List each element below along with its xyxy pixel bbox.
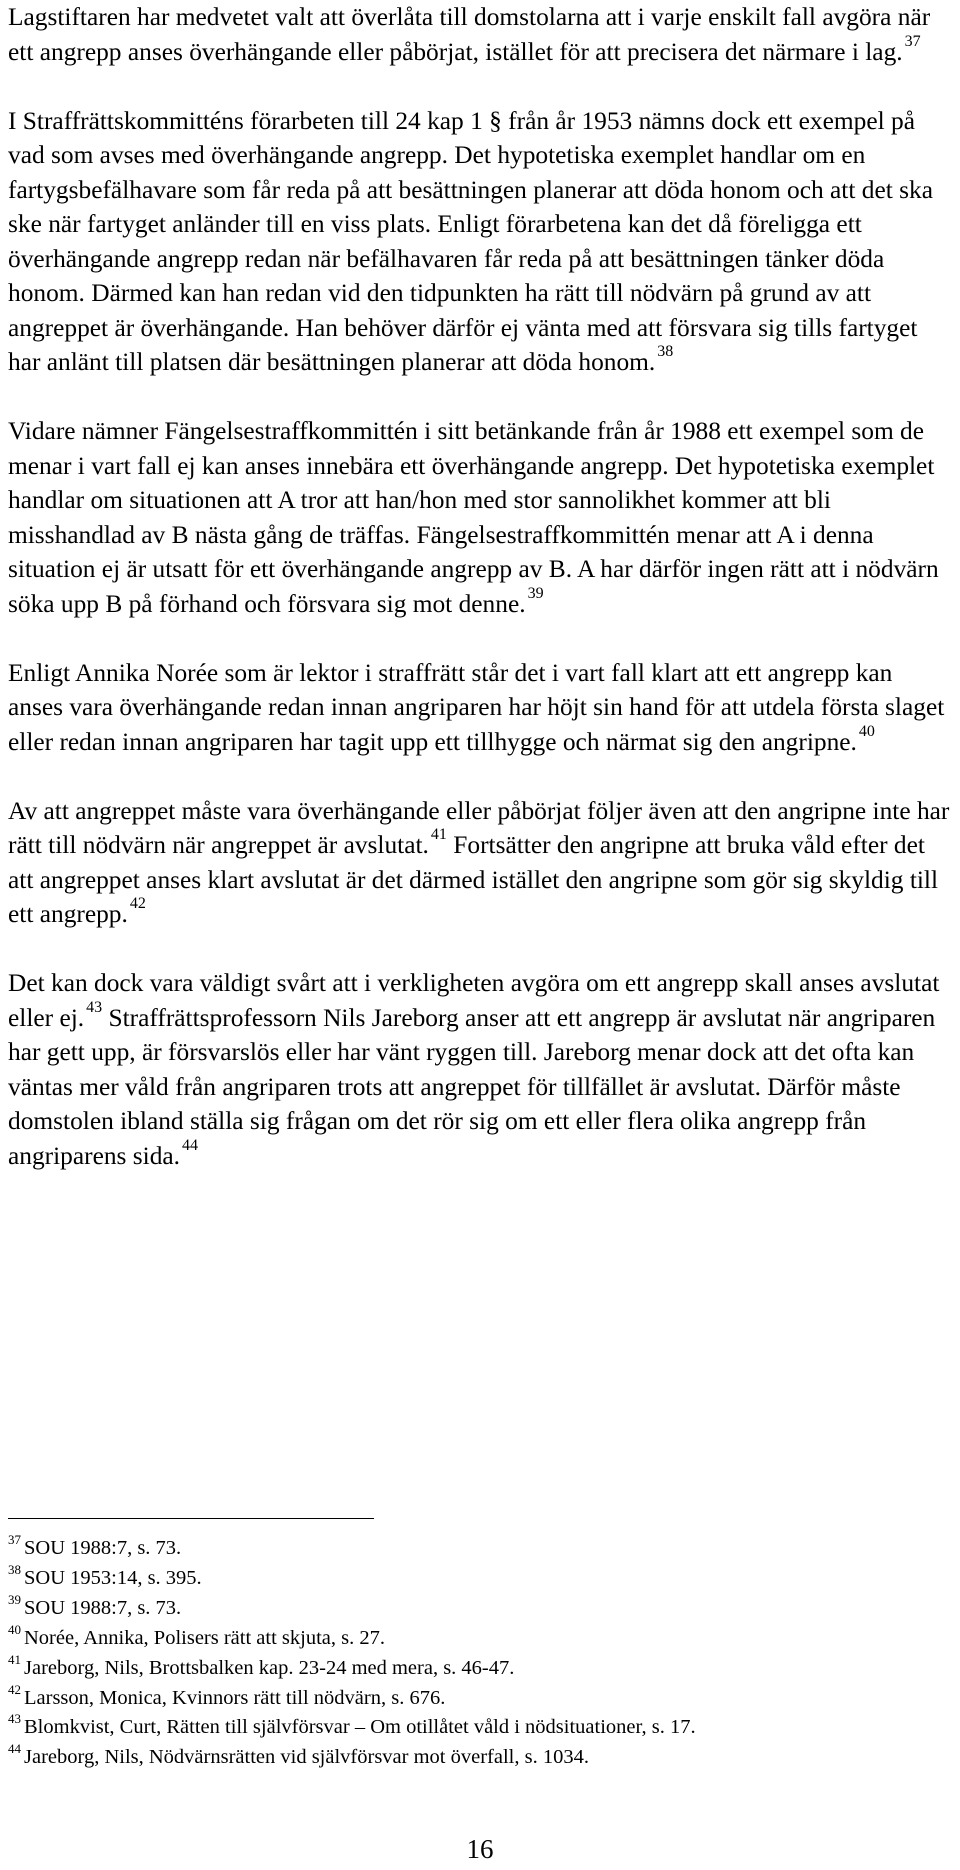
paragraph: [8, 0, 953, 69]
paragraph-text: Lagstiftaren har medvetet valt att överlåta till domstolarna att i varje enskilt fall avgöra när ett angrepp anses överhängande eller påbörjat, istället för att precisera det närmare i lag.: [8, 3, 931, 66]
body-text: [8, 0, 953, 1173]
footnote-number: 43: [8, 1711, 21, 1727]
footnote-text: SOU 1953:14, s. 395.: [24, 1566, 202, 1589]
footnote-number: 39: [8, 1591, 21, 1607]
footnote-text: Blomkvist, Curt, Rätten till självförsvar – Om otillåtet våld i nödsituationer, s. 17.: [24, 1716, 696, 1739]
footnote-number: 42: [8, 1681, 21, 1697]
footnote-text: SOU 1988:7, s. 73.: [24, 1537, 182, 1559]
paragraph-text: Det kan dock vara väldigt svårt att i verkligheten avgöra om ett angrepp skall anses avslutat eller ej.: [8, 969, 940, 1032]
footnote-reference[interactable]: 42: [129, 895, 146, 912]
footnote-reference[interactable]: 38: [657, 343, 674, 360]
footnote-reference[interactable]: 39: [527, 584, 544, 602]
footnote: [8, 1713, 953, 1743]
footnote-reference[interactable]: 44: [182, 1136, 199, 1154]
footnote-text: Norée, Annika, Polisers rätt att skjuta, s. 27.: [24, 1626, 385, 1649]
footnote: [8, 1591, 953, 1624]
paragraph-text: Fortsätter den angripne att bruka våld efter det att angreppet anses klart avslutat är det därmed istället den angripne som gör sig skyldig till ett angrepp.: [8, 831, 939, 928]
paragraph-text: I Straffrättskommitténs förarbeten till 24 kap 1 § från år 1953 nämns dock ett exempel på vad som avses med överhängande angrepp. Det hypotetiska exemplet handlar om en fartygsbefälhavare som får reda på att besättningen planerar att döda honom och att det ska ske när fartyget anländer till en viss plats. Enligt förarbetena kan det då föreligga ett överhängande angrepp redan när befälhavaren får reda på att besättningen tänker döda honom. Därmed kan han redan vid den tidpunkten ha rätt till nödvärn på grund av att angreppet är överhängande. Han behöver därför ej vänta med att försvara sig tills fartyget har anlänt till platsen där besättningen planerar att döda honom.: [8, 106, 933, 376]
footnote-reference[interactable]: 43: [86, 998, 103, 1016]
footnote-number: 40: [8, 1621, 21, 1637]
paragraph-text: Av att angreppet måste vara överhängande eller påbörjat följer även att den angripne inte har rätt till nödvärn när angreppet är avslutat.: [8, 796, 950, 859]
paragraph-text: Enligt Annika Norée som är lektor i straffrätt står det i vart fall klart att ett angrepp kan anses vara överhängande redan innan angriparen har höjt sin hand för att utdela första slaget eller redan innan angriparen har tagit upp ett tillhygge och närmat sig den angripne.: [8, 658, 945, 756]
footnote-number: 44: [8, 1741, 21, 1757]
footnotes: [8, 1534, 953, 1773]
footnote-number: 41: [8, 1651, 21, 1667]
footnote: [8, 1534, 953, 1564]
paragraph: [8, 966, 953, 1173]
paragraph-text: Vidare nämner Fängelsestraffkommittén i sitt betänkande från år 1988 ett exempel som de menar i vart fall ej kan anses innebära ett överhängande angrepp. Det hypotetiska exemplet handlar om situationen att A tror att han/hon med stor sannolikhet kommer att bli misshandlad av B nästa gång de träffas. Fängelsestraffkommittén menar att A i denna situation ej är utsatt för ett överhängande angrepp av B. A har därför ingen rätt att i nödvärn söka upp B på förhand och försvara sig mot denne.: [8, 417, 939, 618]
footnote-separator: [8, 1518, 374, 1519]
paragraph: [8, 414, 953, 621]
footnote-text: Jareborg, Nils, Nödvärnsrätten vid självförsvar mot överfall, s. 1034.: [24, 1746, 589, 1769]
footnote: [8, 1561, 953, 1594]
paragraph-text: Straffrättsprofessorn Nils Jareborg anser att ett angrepp är avslutat när angriparen har gett upp, är försvarslös eller har vänt ryggen till. Jareborg menar dock att det ofta kan väntas mer våld från angriparen trots att angreppet för tillfället är avslutat. Därför måste domstolen ibland ställa sig frågan om det rör sig om ett eller flera olika angrepp från angriparens sida.: [8, 1003, 936, 1170]
footnote: [8, 1651, 953, 1684]
footnote-reference[interactable]: 37: [904, 32, 921, 50]
footnote-reference[interactable]: 40: [858, 722, 875, 740]
footnote-text: Larsson, Monica, Kvinnors rätt till nödvärn, s. 676.: [24, 1686, 446, 1709]
footnote: [8, 1743, 953, 1773]
footnote-text: SOU 1988:7, s. 73.: [24, 1596, 182, 1619]
page-number: 16: [466, 1834, 494, 1864]
footnote: [8, 1681, 953, 1714]
footnote-number: 38: [8, 1561, 21, 1577]
footnote-number: 37: [8, 1532, 21, 1547]
footnote-text: Jareborg, Nils, Brottsbalken kap. 23-24 med mera, s. 46-47.: [24, 1656, 515, 1679]
footnote-reference[interactable]: 41: [430, 826, 447, 843]
paragraph: [8, 104, 953, 380]
footnote: [8, 1621, 953, 1654]
paragraph: [8, 794, 953, 932]
paragraph: [8, 656, 953, 760]
